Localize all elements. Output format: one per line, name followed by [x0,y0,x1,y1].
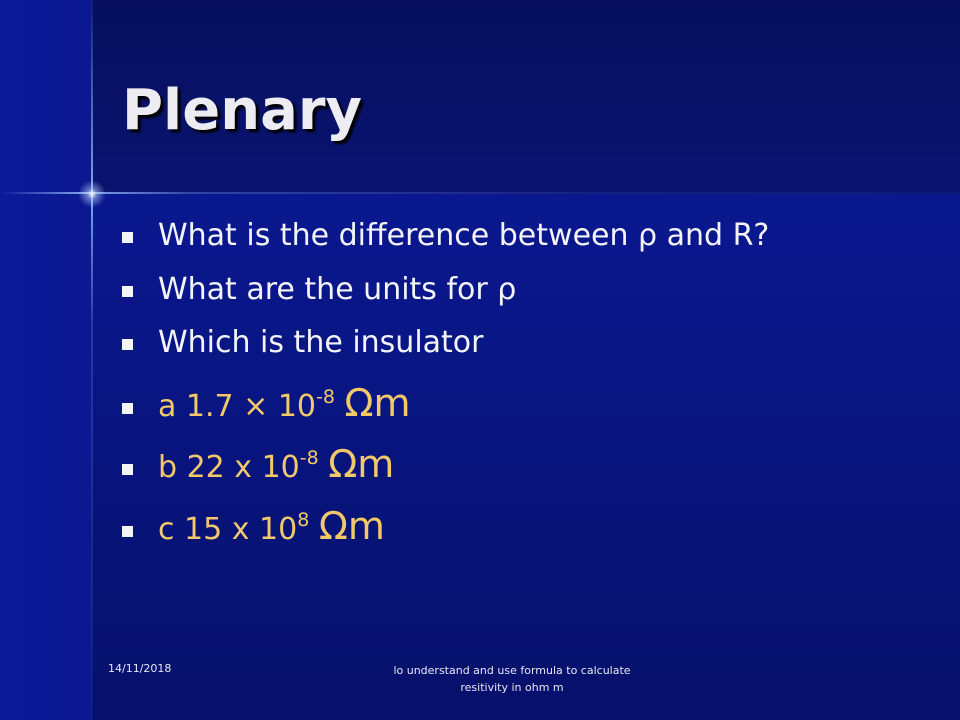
footer-objective-line: resitivity in ohm m [460,681,564,694]
square-bullet-icon [122,403,133,414]
option-prefix: c 15 x 10 [158,512,298,547]
question-text: What is the difference between ρ and R? [158,218,770,253]
option-exponent: -8 [316,386,335,408]
square-bullet-icon [122,526,133,537]
left-band-decoration [0,0,92,720]
footer-objective [352,662,672,696]
option-exponent: 8 [297,509,310,531]
square-bullet-icon [122,339,133,350]
horizontal-glow-line [0,192,960,194]
sparkle-icon [78,180,106,208]
vertical-glow-line [91,0,93,720]
bullet-option-a [122,381,411,425]
square-bullet-icon [122,464,133,475]
option-exponent: -8 [299,447,319,469]
option-unit: Ωm [328,442,395,486]
square-bullet-icon [122,232,133,243]
bullet-question-2 [122,272,516,307]
bullet-question-1 [122,218,769,253]
option-text [158,504,385,548]
question-text: Which is the insulator [158,325,484,360]
bullet-question-3 [122,325,484,360]
slide-title: Plenary [122,78,362,143]
option-unit: Ωm [318,504,385,548]
square-bullet-icon [122,286,133,297]
bullet-option-b [122,442,394,486]
option-unit: Ωm [344,381,411,425]
bullet-option-c [122,504,385,548]
footer-date: 14/11/2018 [108,662,172,675]
option-text [158,381,411,425]
option-prefix: a 1.7 × 10 [158,389,317,424]
footer-objective-line: lo understand and use formula to calculate [393,664,631,677]
option-prefix: b 22 x 10 [158,450,300,485]
question-text: What are the units for ρ [158,272,517,307]
option-text [158,442,394,486]
